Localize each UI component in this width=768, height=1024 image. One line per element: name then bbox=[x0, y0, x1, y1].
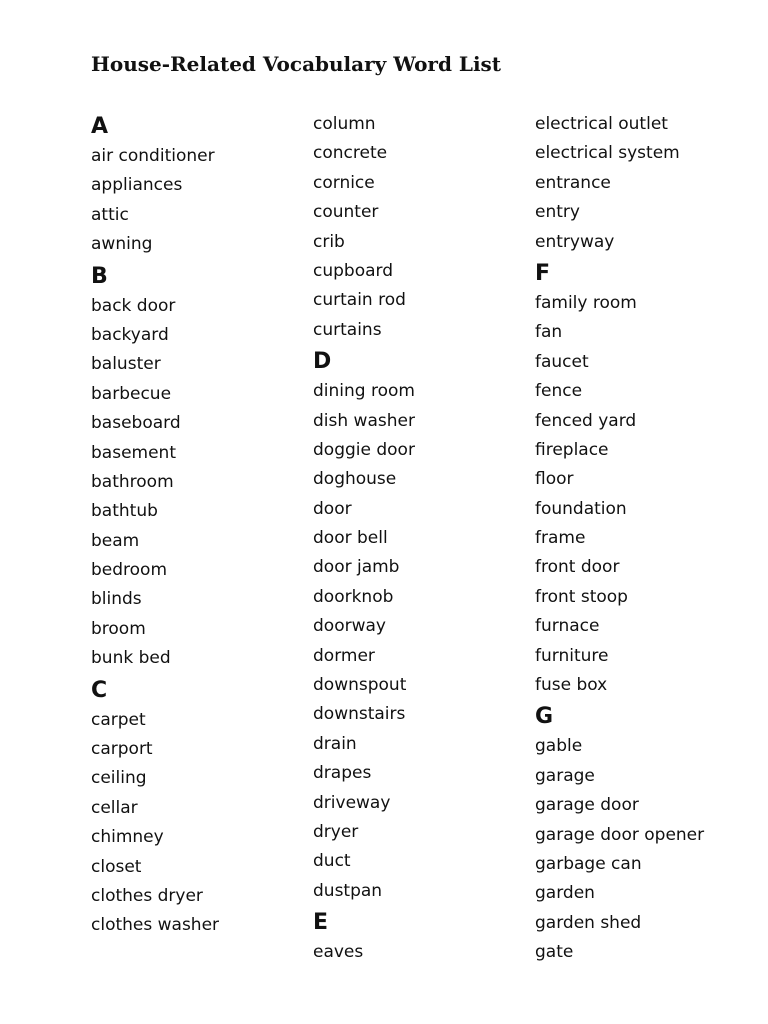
vocabulary-word: duct bbox=[313, 851, 351, 872]
vocabulary-word: fireplace bbox=[535, 439, 609, 460]
vocabulary-word: attic bbox=[91, 204, 129, 225]
vocabulary-word: garage door bbox=[535, 795, 639, 816]
vocabulary-word: air conditioner bbox=[91, 146, 215, 166]
vocabulary-word: beam bbox=[91, 530, 140, 551]
vocabulary-word: entryway bbox=[535, 231, 615, 252]
vocabulary-word: carpet bbox=[91, 709, 146, 730]
word-column-entries bbox=[91, 110, 219, 941]
vocabulary-word: curtains bbox=[313, 319, 382, 340]
vocabulary-word: electrical outlet bbox=[535, 114, 668, 134]
word-column-entries bbox=[535, 110, 704, 968]
vocabulary-word: faucet bbox=[535, 351, 589, 372]
vocabulary-word: cellar bbox=[91, 797, 138, 818]
vocabulary-word: bathtub bbox=[91, 501, 158, 522]
vocabulary-word: bathroom bbox=[91, 471, 174, 492]
vocabulary-word: appliances bbox=[91, 175, 183, 196]
vocabulary-word: closet bbox=[91, 856, 142, 877]
vocabulary-word: furnace bbox=[535, 616, 600, 637]
vocabulary-word: entry bbox=[535, 202, 580, 223]
vocabulary-word: back door bbox=[91, 295, 176, 316]
vocabulary-word: ceiling bbox=[91, 768, 147, 789]
vocabulary-word: entrance bbox=[535, 172, 611, 193]
word-column-entries bbox=[313, 110, 415, 968]
vocabulary-word: dustpan bbox=[313, 880, 383, 901]
letter-heading: E bbox=[313, 910, 329, 936]
vocabulary-word: curtain rod bbox=[313, 290, 406, 311]
vocabulary-word: clothes dryer bbox=[91, 885, 203, 906]
vocabulary-word: front stoop bbox=[535, 586, 628, 607]
vocabulary-word: front door bbox=[535, 557, 620, 578]
vocabulary-word: door bell bbox=[313, 528, 388, 549]
vocabulary-word: gate bbox=[535, 942, 574, 963]
vocabulary-word: driveway bbox=[313, 792, 391, 813]
vocabulary-word: concrete bbox=[313, 143, 388, 164]
vocabulary-word: dish washer bbox=[313, 410, 415, 431]
vocabulary-word: carport bbox=[91, 739, 153, 760]
vocabulary-word: cupboard bbox=[313, 260, 394, 281]
vocabulary-word: cornice bbox=[313, 172, 375, 193]
vocabulary-word: family room bbox=[535, 292, 637, 313]
vocabulary-word: garden shed bbox=[535, 912, 642, 933]
vocabulary-word: electrical system bbox=[535, 143, 680, 164]
vocabulary-word: blinds bbox=[91, 589, 142, 610]
vocabulary-word: doorway bbox=[313, 616, 386, 637]
vocabulary-word: column bbox=[313, 114, 376, 134]
vocabulary-word: crib bbox=[313, 231, 345, 252]
vocabulary-word: fan bbox=[535, 322, 563, 343]
word-column-1 bbox=[91, 110, 219, 941]
letter-heading: C bbox=[91, 677, 108, 703]
vocabulary-word: counter bbox=[313, 202, 379, 223]
vocabulary-word: furniture bbox=[535, 645, 609, 666]
vocabulary-word: dormer bbox=[313, 645, 375, 666]
vocabulary-word: eaves bbox=[313, 942, 364, 963]
letter-heading: D bbox=[313, 349, 332, 375]
vocabulary-word: baseboard bbox=[91, 413, 181, 434]
letter-heading: G bbox=[535, 704, 554, 730]
vocabulary-word: doghouse bbox=[313, 469, 397, 490]
vocabulary-word: doorknob bbox=[313, 586, 394, 607]
word-column-2 bbox=[313, 110, 415, 968]
vocabulary-word: garage door opener bbox=[535, 824, 705, 845]
vocabulary-word: door jamb bbox=[313, 557, 400, 578]
vocabulary-word: drapes bbox=[313, 763, 372, 784]
vocabulary-word: floor bbox=[535, 469, 574, 490]
vocabulary-word: bunk bed bbox=[91, 648, 171, 669]
letter-heading: A bbox=[91, 114, 109, 139]
page-title: House-Related Vocabulary Word List bbox=[91, 52, 502, 76]
vocabulary-word: frame bbox=[535, 528, 586, 549]
vocabulary-word: gable bbox=[535, 736, 583, 757]
vocabulary-word: downspout bbox=[313, 675, 407, 696]
vocabulary-word: clothes washer bbox=[91, 915, 220, 936]
vocabulary-word: barbecue bbox=[91, 383, 172, 404]
vocabulary-word: garden bbox=[535, 883, 595, 904]
vocabulary-word: backyard bbox=[91, 324, 169, 345]
vocabulary-word: broom bbox=[91, 618, 146, 639]
vocabulary-word: fence bbox=[535, 381, 583, 402]
letter-heading: F bbox=[535, 260, 551, 286]
vocabulary-word: door bbox=[313, 498, 352, 519]
vocabulary-word: dining room bbox=[313, 381, 415, 402]
vocabulary-word: dryer bbox=[313, 821, 359, 842]
vocabulary-word: fuse box bbox=[535, 675, 608, 696]
vocabulary-word: drain bbox=[313, 733, 357, 754]
vocabulary-word: basement bbox=[91, 442, 176, 463]
vocabulary-word: bedroom bbox=[91, 560, 168, 581]
vocabulary-word: garbage can bbox=[535, 853, 642, 874]
vocabulary-word: chimney bbox=[91, 827, 164, 848]
vocabulary-word: doggie door bbox=[313, 439, 415, 460]
word-column-3 bbox=[535, 110, 704, 968]
vocabulary-word: foundation bbox=[535, 498, 627, 519]
vocabulary-word: garage bbox=[535, 765, 595, 786]
vocabulary-word: fenced yard bbox=[535, 410, 637, 431]
vocabulary-word: downstairs bbox=[313, 704, 406, 725]
vocabulary-word: awning bbox=[91, 234, 153, 255]
letter-heading: B bbox=[91, 263, 108, 289]
vocabulary-word: baluster bbox=[91, 354, 161, 375]
